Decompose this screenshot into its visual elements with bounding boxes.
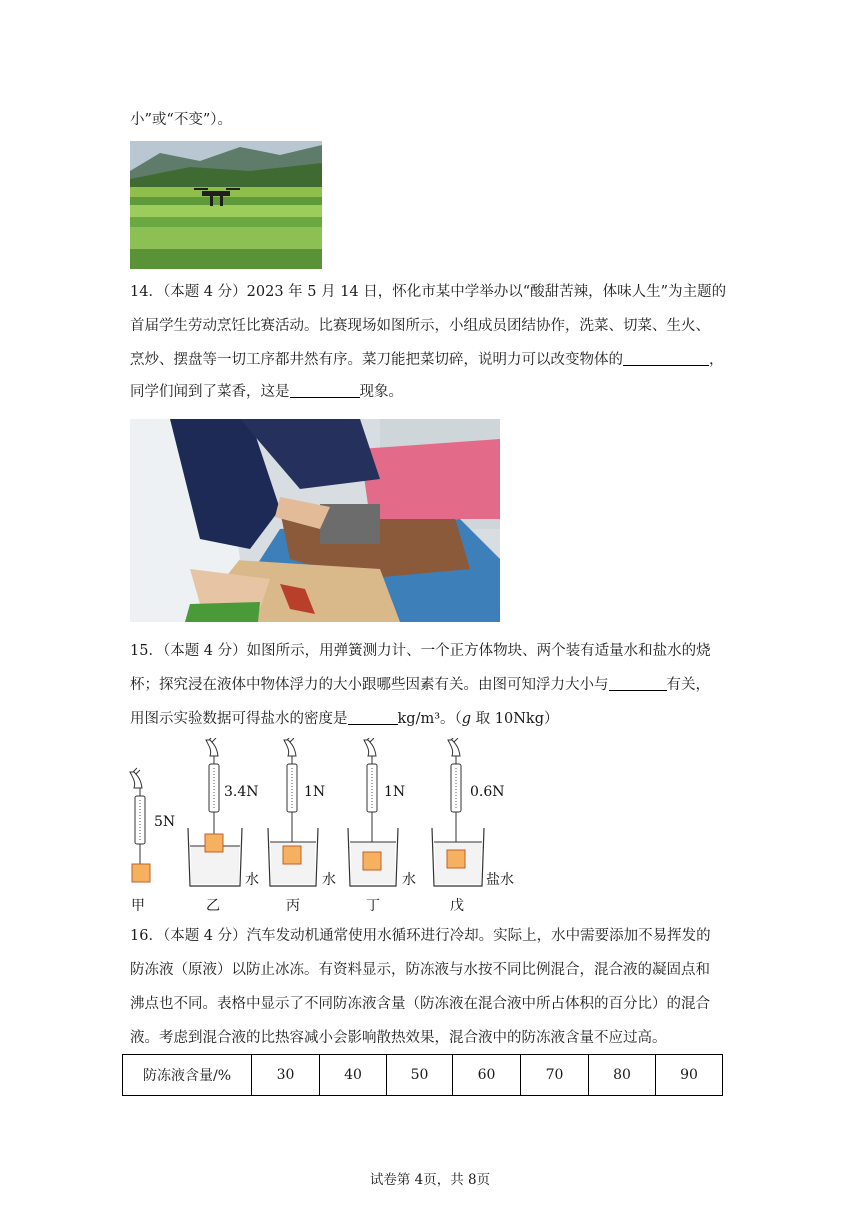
q15-line-1: 15．（本题 4 分）如图所示，用弹簧测力计、一个正方体物块、两个装有适量水和盐水的烧 bbox=[130, 643, 711, 659]
label-jia: 甲 bbox=[131, 898, 145, 914]
q14-line-2: 首届学生劳动烹饪比赛活动。比赛现场如图所示，小组成员团结协作，洗菜、切菜、生火、 bbox=[130, 318, 710, 334]
table-cell: 90 bbox=[656, 1055, 723, 1096]
answer-blank bbox=[609, 676, 667, 691]
reading-yi: 3.4N bbox=[224, 784, 259, 800]
antifreeze-table bbox=[122, 1054, 723, 1096]
label-ding: 丁 bbox=[366, 898, 380, 914]
answer-blank bbox=[623, 351, 709, 366]
table-cell: 60 bbox=[453, 1055, 521, 1096]
continuation-line: 小”或“不变”）。 bbox=[130, 112, 232, 128]
page-footer: 试卷第 4页，共 8页 bbox=[369, 1172, 491, 1188]
liquid-ding: 水 bbox=[402, 872, 416, 888]
table-cell: 30 bbox=[252, 1055, 320, 1096]
buoyancy-experiment-figure bbox=[128, 738, 528, 916]
table-row bbox=[123, 1055, 723, 1096]
setup-bing bbox=[268, 738, 336, 914]
liquid-yi: 水 bbox=[245, 872, 259, 888]
q14-line-4-text: 同学们闻到了菜香，这是 bbox=[130, 384, 290, 400]
q16-line-3: 沸点也不同。表格中显示了不同防冻液含量（防冻液在混合液中所占体积的百分比）的混合 bbox=[130, 996, 710, 1012]
q16-line-2: 防冻液（原液）以防止冰冻。有资料显示，防冻液与水按不同比例混合，混合液的凝固点和 bbox=[130, 962, 710, 978]
q15-line-3-end: 取 10Nkg） bbox=[471, 711, 559, 727]
q14-line-4 bbox=[130, 382, 403, 402]
q16-line-1: 16．（本题 4 分）汽车发动机通常使用水循环进行冷却。实际上，水中需要添加不易挥发的 bbox=[130, 928, 711, 944]
answer-blank bbox=[290, 383, 360, 398]
answer-blank bbox=[348, 710, 398, 725]
table-header-cell: 防冻液含量/% bbox=[123, 1055, 252, 1096]
q14-line-3-text: 烹炒、摆盘等一切工序都井然有序。菜刀能把菜切碎，说明力可以改变物体的 bbox=[130, 352, 623, 368]
reading-wu: 0.6N bbox=[470, 784, 505, 800]
q14-line-3 bbox=[130, 350, 724, 370]
q15-line-3-unit: kg/m³。（ bbox=[397, 711, 462, 727]
q15-line-2 bbox=[130, 675, 710, 695]
q14-line-3-end: ， bbox=[709, 352, 724, 368]
q15-line-3 bbox=[130, 709, 559, 729]
q14-line-4-end: 现象。 bbox=[359, 384, 403, 400]
q15-g-symbol: g bbox=[461, 711, 472, 727]
liquid-bing: 水 bbox=[322, 872, 336, 888]
setup-ding bbox=[348, 738, 416, 914]
table-cell: 40 bbox=[320, 1055, 387, 1096]
reading-ding: 1N bbox=[384, 784, 406, 800]
q14-line-1: 14．（本题 4 分）2023 年 5 月 14 日，怀化市某中学举办以“酸甜苦辣，体味人生”为主题的 bbox=[130, 284, 727, 300]
table-cell: 50 bbox=[387, 1055, 453, 1096]
q15-line-3-text: 用图示实验数据可得盐水的密度是 bbox=[130, 711, 348, 727]
q16-line-4: 液。考虑到混合液的比热容减小会影响散热效果，混合液中的防冻液含量不应过高。 bbox=[130, 1030, 667, 1046]
label-bing: 丙 bbox=[286, 898, 300, 914]
label-wu: 戊 bbox=[450, 898, 464, 914]
table-cell: 70 bbox=[521, 1055, 589, 1096]
drone-field-photo bbox=[130, 141, 322, 269]
liquid-wu: 盐水 bbox=[486, 872, 514, 888]
q15-line-2-end: 有关， bbox=[666, 677, 710, 693]
setup-yi bbox=[188, 738, 259, 914]
setup-jia bbox=[130, 768, 175, 914]
reading-jia: 5N bbox=[154, 814, 176, 830]
label-yi: 乙 bbox=[206, 898, 220, 914]
table-cell: 80 bbox=[589, 1055, 656, 1096]
setup-wu bbox=[432, 738, 514, 914]
reading-bing: 1N bbox=[304, 784, 326, 800]
cooking-contest-photo bbox=[130, 419, 500, 622]
q15-line-2-text: 杯；探究浸在液体中物体浮力的大小跟哪些因素有关。由图可知浮力大小与 bbox=[130, 677, 609, 693]
